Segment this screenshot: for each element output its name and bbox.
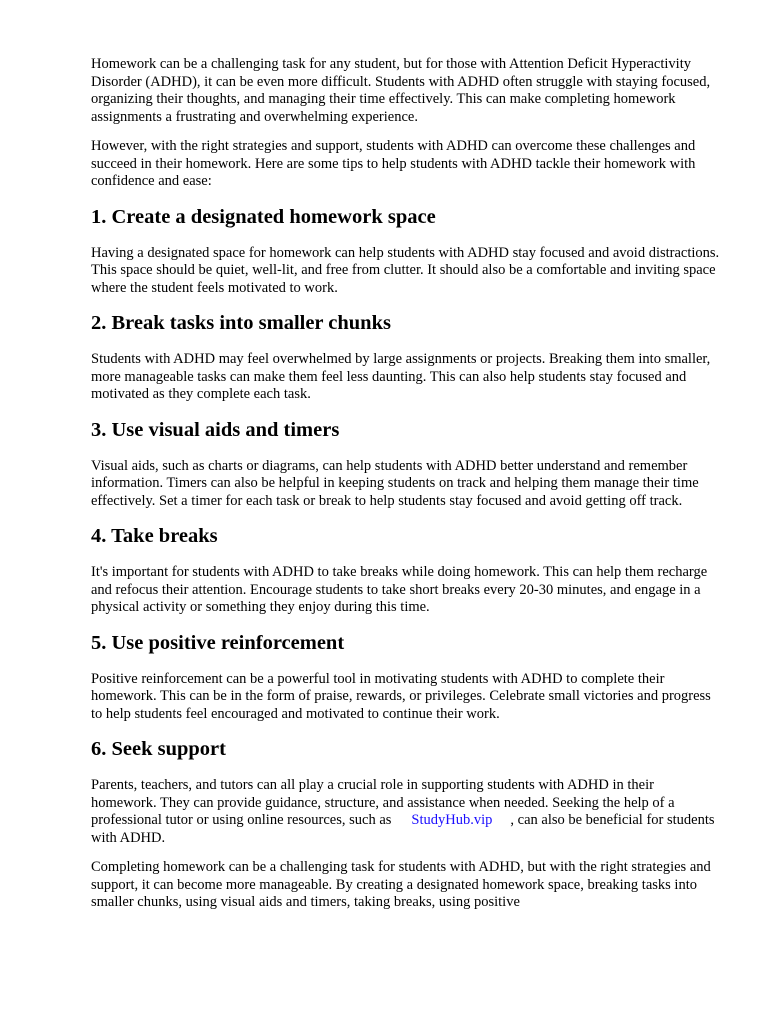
section-paragraph-1: Having a designated space for homework can help students with ADHD stay focused and avoid distractions. This space should be quiet, well-lit, and free from clutter. It should also be a comfortable and inviting space where the student feels motivated to work. xyxy=(91,244,720,296)
intro-paragraph-1: Homework can be a challenging task for any student, but for those with Attention Deficit Hyperactivity Disorder (ADHD), it can be even more difficult. Students with ADHD often struggle with staying focused, organizing their thoughts, and managing their time effectively. This can make completing homework assignments a frustrating and overwhelming experience. xyxy=(91,56,711,125)
section-6-text-after: , can also be beneficial for students with ADHD. xyxy=(91,812,715,846)
section-heading-3: 3. Use visual aids and timers xyxy=(91,418,340,441)
section-paragraph-4: It's important for students with ADHD to take breaks while doing homework. This can help them recharge and refocus their attention. Encourage students to take short breaks every 20-30 minutes, and engage in a physical activity or something they enjoy during this time. xyxy=(91,564,708,615)
section-paragraph-6 xyxy=(91,777,723,847)
section-heading-2: 2. Break tasks into smaller chunks xyxy=(91,312,391,334)
section-heading-6: 6. Seek support xyxy=(91,738,226,760)
section-6-text-before: Parents, teachers, and tutors can all play a crucial role in supporting students with ADHD in their homework. They can provide guidance, structure, and assistance when needed. Seeking the help of a professional tutor or using online resources, such as xyxy=(91,777,675,828)
section-heading-1: 1. Create a designated homework space xyxy=(91,205,436,228)
document-page xyxy=(91,56,723,924)
section-heading-4: 4. Take breaks xyxy=(91,525,218,547)
section-paragraph-2: Students with ADHD may feel overwhelmed by large assignments or projects. Breaking them into smaller, more manageable tasks can make them feel less daunting. This can also help students stay focused and motivated as they complete each task. xyxy=(91,351,711,402)
studyhub-link[interactable]: StudyHub.vip xyxy=(411,812,493,828)
section-heading-5: 5. Use positive reinforcement xyxy=(91,631,345,654)
section-paragraph-3: Visual aids, such as charts or diagrams, can help students with ADHD better understand and remember information. Timers can also be helpful in keeping students on track and helping them manage their time effectively. Set a timer for each task or break to help students stay focused and avoid getting off track. xyxy=(91,457,699,509)
section-paragraph-5: Positive reinforcement can be a powerful tool in motivating students with ADHD to complete their homework. This can be in the form of praise, rewards, or privileges. Celebrate small victories and progress to help students feel encouraged and motivated to continue their work. xyxy=(91,670,711,722)
intro-paragraph-2: However, with the right strategies and support, students with ADHD can overcome these challenges and succeed in their homework. Here are some tips to help students with ADHD tackle their homework with confidence and ease: xyxy=(91,138,696,189)
conclusion-paragraph: Completing homework can be a challenging task for students with ADHD, but with the right strategies and support, it can become more manageable. By creating a designated homework space, breaking tasks into smaller chunks, using visual aids and timers, taking breaks, using positive xyxy=(91,859,711,910)
